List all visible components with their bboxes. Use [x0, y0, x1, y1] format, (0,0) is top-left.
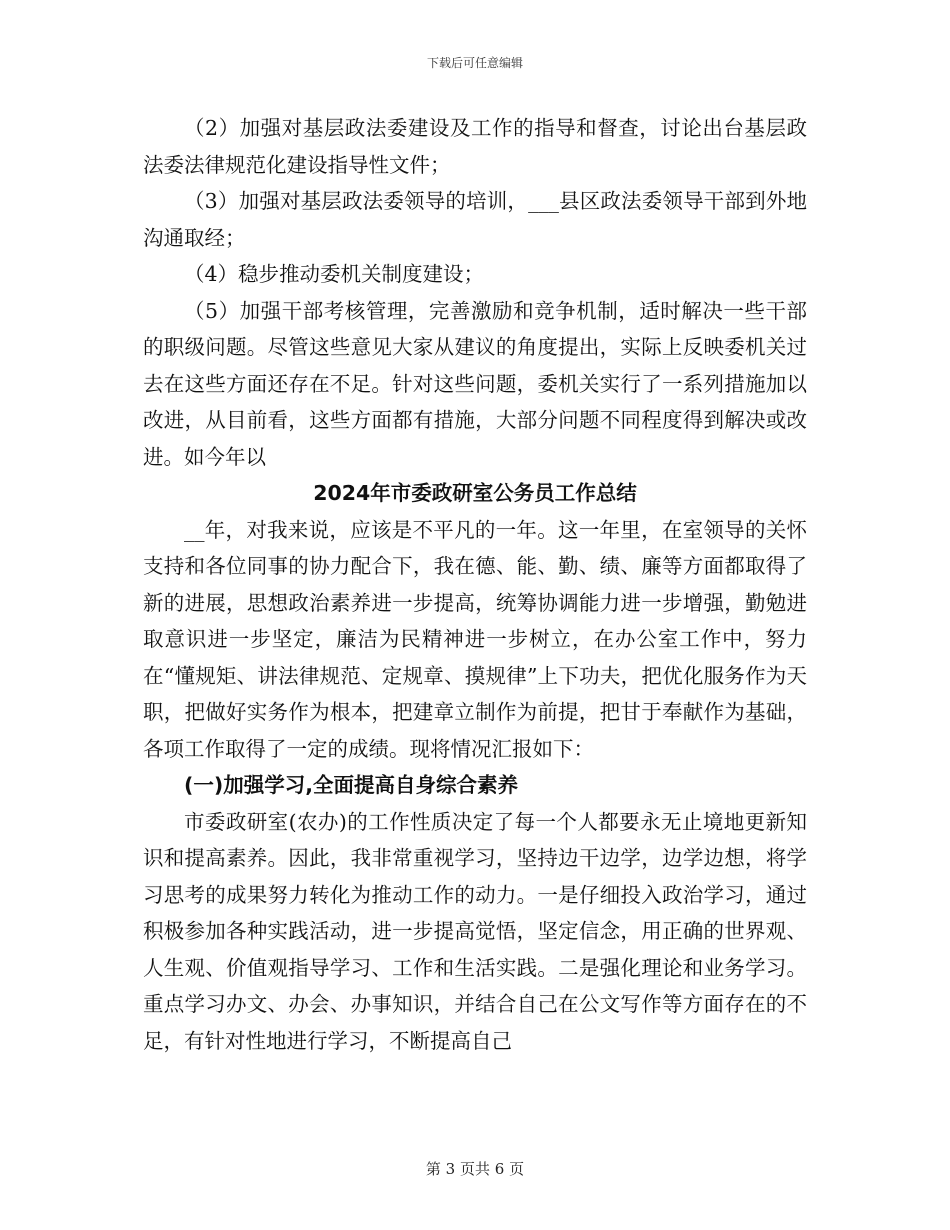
page-header: 下载后可任意编辑 [426, 56, 523, 70]
list-item: （2）加强对基层政法委建设及工作的指导和督查，讨论出台基层政法委法律规范化建设指导性文件； [143, 116, 807, 177]
list-item: （3）加强对基层政法委领导的培训，___县区政法委领导干部到外地沟通取经； [143, 189, 807, 250]
list-item: （4）稳步推动委机关制度建设； [184, 262, 485, 286]
section-paragraph: 市委政研室(农办)的工作性质决定了每一个人都要永无止境地更新知识和提高素养。因此，我非常重视学习，坚持边干边学，边学边想，将学习思考的成果努力转化为推动工作的动力。一是仔细投入政治学习，通过积极参加各种实践活动，进一步提高觉悟，坚定信念，用正确的世界观、人生观、价值观指导学习、工作和生活实践。二是强化理论和业务学习。重点学习办文、办会、办事知识，并结合自己在公文写作等方面存在的不足，有针对性地进行学习，不断提高自己 [143, 809, 807, 1053]
intro-paragraph: __年，对我来说，应该是不平凡的一年。这一年里，在室领导的关怀支持和各位同事的协力配合下，我在德、能、勤、绩、廉等方面都取得了新的进展，思想政治素养进一步提高，统筹协调能力进一步增强，勤勉进取意识进一步坚定，廉洁为民精神进一步树立，在办公室工作中，努力在“懂规矩、讲法律规范、定规章、摸规律”上下功夫，把优化服务作为天职，把做好实务作为根本，把建章立制作为前提，把甘于奉献作为基础，各项工作取得了一定的成绩。现将情况汇报如下： [143, 517, 807, 761]
document-body [143, 110, 807, 1059]
document-title: 2024年市委政研室公务员工作总结 [313, 481, 637, 505]
page-number: 第 3 页共 6 页 [425, 1160, 525, 1178]
list-item: （5）加强干部考核管理，完善激励和竞争机制，适时解决一些干部的职级问题。尽管这些意见大家从建议的角度提出，实际上反映委机关过去在这些方面还存在不足。针对这些问题，委机关实行了一系列措施加以改进，从目前看，这些方面都有措施，大部分问题不同程度得到解决或改进。如今年以 [143, 298, 807, 469]
section-heading: (一)加强学习,全面提高自身综合素养 [184, 773, 519, 797]
